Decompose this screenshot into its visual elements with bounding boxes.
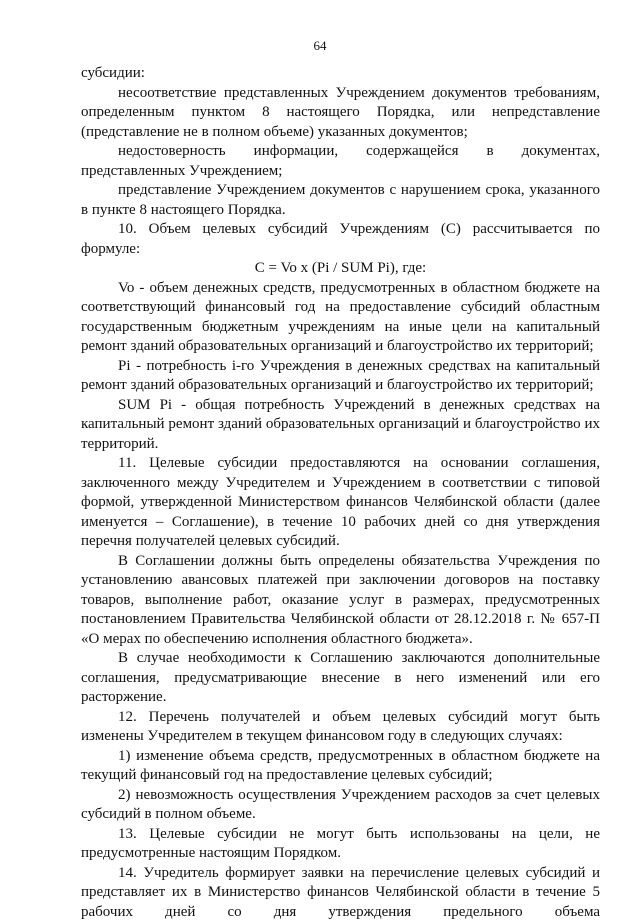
paragraph: Vo - объем денежных средств, предусмотренных в областном бюджете на соответствующий финансовый год на предоставление субсидий областным государственным бюджетным учреждениям на иные цели на капитальный ремонт зданий образовательных организаций и благоустройство их территорий; [81,279,600,357]
formula-line: C = Vo x (Pi / SUM Pi), где: [81,259,600,279]
paragraph: несоответствие представленных Учреждением документов требованиям, определенным пунктом 8 настоящего Порядка, или непредставление (представление не в полном объеме) указанных документов; [81,84,600,143]
paragraph: 2) невозможность осуществления Учреждением расходов за счет целевых субсидий в полном объеме. [81,786,600,825]
paragraph: 10. Объем целевых субсидий Учреждениям (С) рассчитывается по формуле: [81,220,600,259]
document-body [81,64,600,922]
paragraph: 1) изменение объема средств, предусмотренных в областном бюджете на текущий финансовый год на предоставление целевых субсидий; [81,747,600,786]
paragraph: субсидии: [81,64,600,84]
paragraph: Pi - потребность i-го Учреждения в денежных средствах на капитальный ремонт зданий образовательных организаций и благоустройство их территорий; [81,357,600,396]
paragraph: В случае необходимости к Соглашению заключаются дополнительные соглашения, предусматривающие внесение в него изменений или его расторжение. [81,649,600,708]
paragraph: представление Учреждением документов с нарушением срока, указанного в пункте 8 настоящего Порядка. [81,181,600,220]
paragraph: SUM Pi - общая потребность Учреждений в денежных средствах на капитальный ремонт зданий образовательных организаций и благоустройство их территорий. [81,396,600,455]
paragraph: 14. Учредитель формирует заявки на перечисление целевых субсидий и представляет их в Министерство финансов Челябинской области в течение 5 рабочих дней со дня утверждения предельного объема [81,864,600,922]
paragraph: 12. Перечень получателей и объем целевых субсидий могут быть изменены Учредителем в текущем финансовом году в следующих случаях: [81,708,600,747]
paragraph: В Соглашении должны быть определены обязательства Учреждения по установлению авансовых платежей при заключении договоров на поставку товаров, выполнение работ, оказание услуг в размерах, предусмотренных постановлением Правительства Челябинской области от 28.12.2018 г. № 657-П «О мерах по обеспечению исполнения областного бюджета». [81,552,600,650]
paragraph: 11. Целевые субсидии предоставляются на основании соглашения, заключенного между Учредителем и Учреждением в соответствии с типовой формой, утвержденной Министерством финансов Челябинской области (далее именуется – Соглашение), в течение 10 рабочих дней со дня утверждения перечня получателей целевых субсидий. [81,454,600,552]
paragraph: 13. Целевые субсидии не могут быть использованы на цели, не предусмотренные настоящим Порядком. [81,825,600,864]
paragraph: недостоверность информации, содержащейся в документах, представленных Учреждением; [81,142,600,181]
page-number: 64 [0,36,640,56]
